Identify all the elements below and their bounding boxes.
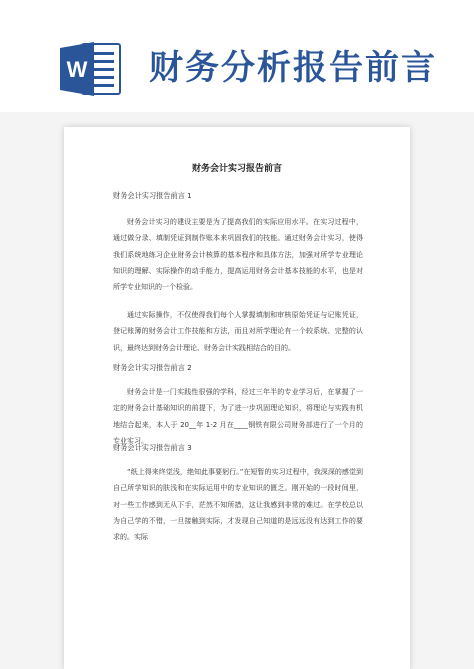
section-heading: 财务会计实习报告前言 3	[113, 443, 192, 452]
svg-text:W: W	[66, 57, 88, 82]
banner-title: 财务分析报告前言	[149, 48, 437, 88]
word-icon	[60, 40, 122, 98]
paragraph: 通过实际操作，不仅使得我们每个人掌握填制和审核原始凭证与记账凭证，登记账簿的财务会计工作技能和方法，而且对所学理论有一个较系统、完整的认识，最终达到财务会计理论、财务会计实践相结合的目的。	[113, 311, 363, 352]
paragraph: “纸上得来终觉浅，绝知此事要躬行。”在短暂的实习过程中，我深深的感觉到自己所学知识的肤浅和在实际运用中的专业知识的匮乏。刚开始的一段时间里，对一些工作感到无从下手，茫然不知所措，这让我感到非常的难过。在学校总以为自己学的不错，一旦接触到实际，才发现自己知道的是远远没有达到工作的要求的。实际	[113, 468, 363, 542]
section-heading: 财务会计实习报告前言 2	[113, 363, 192, 372]
paragraph: 财务会计是一门实践性很强的学科，经过三年半的专业学习后，在掌握了一定的财务会计基础知识的前提下，为了进一步巩固理论知识，将理论与实践有机地结合起来，本人于 20__年 1-2 月在____钢铁有限公司财务部进行了一个月的专业实习。	[113, 388, 363, 445]
document-page	[64, 127, 410, 669]
paragraph: 财务会计实习的建设主要是为了提高我们的实际应用水平。在实习过程中，通过做分录、填制凭证到制作账本来巩固我们的技能。通过财务会计实习，使得我们系统地练习企业财务会计核算的基本程序和具体方法，加强对所学专业理论知识的理解、实际操作的动手能力，提高运用财务会计基本技能的水平，也是对所学专业知识的一个检验。	[113, 218, 363, 292]
document-title: 财务会计实习报告前言	[191, 164, 282, 174]
section-heading: 财务会计实习报告前言 1	[113, 191, 192, 200]
banner	[0, 0, 474, 112]
